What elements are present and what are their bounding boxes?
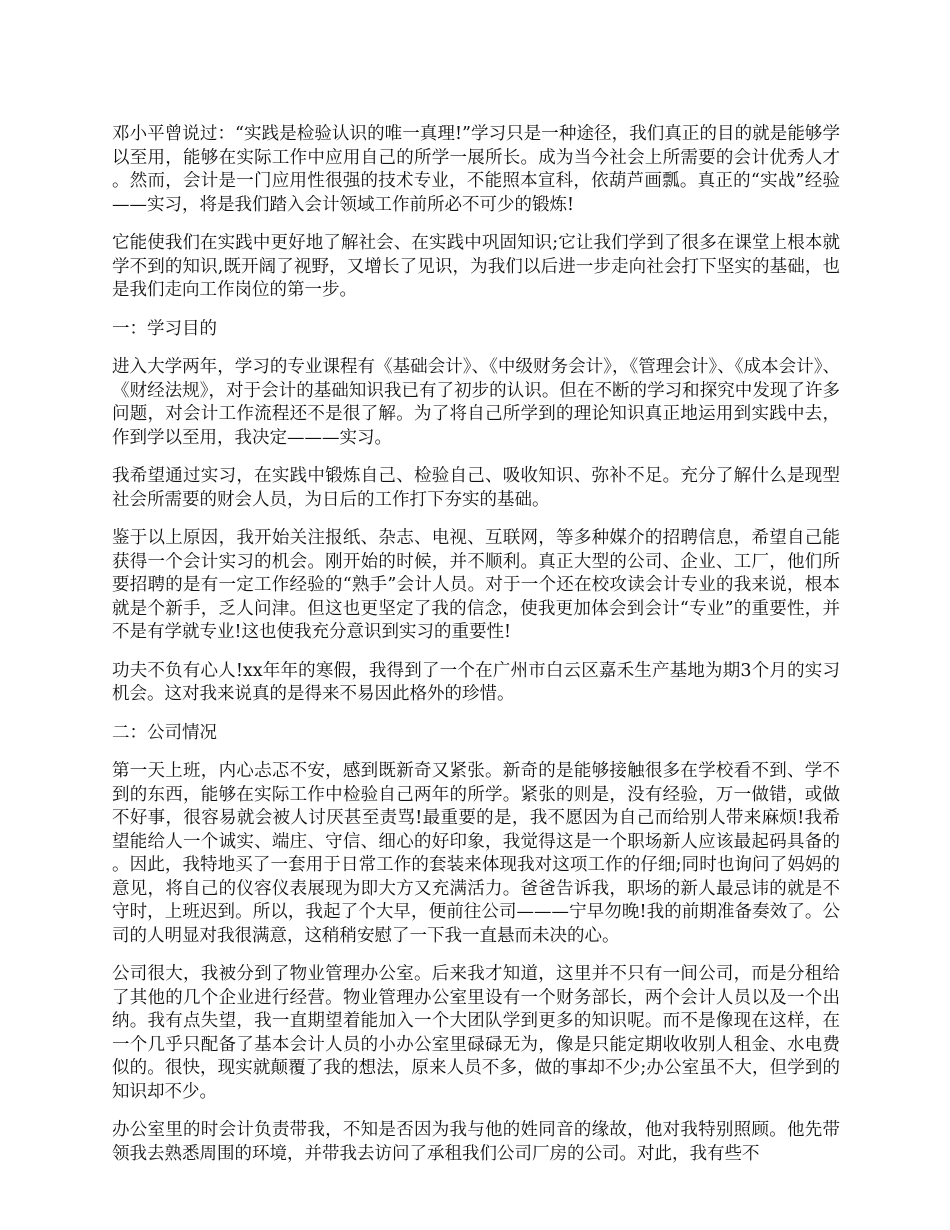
paragraph-hope: 我希望通过实习，在实践中锻炼自己、检验自己、吸收知识、弥补不足。充分了解什么是现型社会所需要的财会人员，为日后的工作打下夯实的基础。 xyxy=(112,466,840,510)
paragraph-practice-benefits: 它能使我们在实践中更好地了解社会、在实践中巩固知识;它让我们学到了很多在课堂上根本就学不到的知识,既开阔了视野，又增长了见识，为我们以后进一步走向社会打下坚实的基础，也是我们走向工作岗位的第一步。 xyxy=(112,233,840,300)
paragraph-mentor: 办公室里的时会计负责带我，不知是否因为我与他的姓同音的缘故，他对我特别照顾。他先带领我去熟悉周围的环境，并带我去访问了承租我们公司厂房的公司。对此，我有些不 xyxy=(112,1120,840,1164)
paragraph-courses: 进入大学两年，学习的专业课程有《基础会计》、《中级财务会计》，《管理会计》、《成本会计》、《财经法规》，对于会计的基础知识我已有了初步的认识。但在不断的学习和探究中发现了许多问题，对会计工作流程还不是很了解。为了将自己所学到的理论知识真正地运用到实践中去，作到学以至用，我决定———实习。 xyxy=(112,357,840,448)
paragraph-intro-quote: 邓小平曾说过：“实践是检验认识的唯一真理!”学习只是一种途径，我们真正的目的就是能够学以至用，能够在实际工作中应用自己的所学一展所长。成为当今社会上所需要的会计优秀人才。然而，会计是一门应用性很强的技术专业，不能照本宣科，依葫芦画瓢。真正的“实战”经验——实习，将是我们踏入会计领域工作前所必不可少的锻炼! xyxy=(112,124,840,215)
section-heading-study-purpose: 一：学习目的 xyxy=(112,318,217,339)
paragraph-office: 公司很大，我被分到了物业管理办公室。后来我才知道，这里并不只有一间公司，而是分租给了其他的几个企业进行经营。物业管理办公室里设有一个财务部长，两个会计人员以及一个出纳。我有点失望，我一直期望着能加入一个大团队学到更多的知识呢。而不是像现在这样，在一个几乎只配备了基本会计人员的小办公室里碌碌无为，像是只能定期收收别人租金、水电费似的。很快，现实就颠覆了我的想法，原来人员不多，做的事却不少;办公室虽不大，但学到的知识却不少。 xyxy=(112,964,840,1102)
document-body xyxy=(112,123,840,1181)
paragraph-internship-opportunity: 功夫不负有心人!xx年年的寒假，我得到了一个在广州市白云区嘉禾生产基地为期3个月的实习机会。这对我来说真的是得来不易因此格外的珍惜。 xyxy=(112,660,840,704)
paragraph-first-day: 第一天上班，内心忐忑不安，感到既新奇又紧张。新奇的是能够接触很多在学校看不到、学不到的东西，能够在实际工作中检验自己两年的所学。紧张的则是，没有经验，万一做错，或做不好事，很容易就会被人讨厌甚至责骂!最重要的是，我不愿因为自己而给别人带来麻烦!我希望能给人一个诚实、端庄、守信、细心的好印象，我觉得这是一个职场新人应该最起码具备的。因此，我特地买了一套用于日常工作的套装来体现我对这项工作的仔细;同时也询问了妈妈的意见，将自己的仪容仪表展现为即大方又充满活力。爸爸告诉我，职场的新人最忌讳的就是不守时，上班迟到。所以，我起了个大早，便前往公司———宁早勿晚!我的前期准备奏效了。公司的人明显对我很满意，这稍稍安慰了一下我一直悬而未决的心。 xyxy=(112,761,840,946)
section-heading-company-situation: 二：公司情况 xyxy=(112,722,217,743)
paragraph-job-search: 鉴于以上原因，我开始关注报纸、杂志、电视、互联网，等多种媒介的招聘信息，希望自己能获得一个会计实习的机会。刚开始的时候，并不顺利。真正大型的公司、企业、工厂，他们所要招聘的是有一定工作经验的“熟手”会计人员。对于一个还在校攻读会计专业的我来说，根本就是个新手，乏人问津。但这也更坚定了我的信念，使我更加体会到会计“专业”的重要性，并不是有学就专业!这也使我充分意识到实习的重要性! xyxy=(112,528,840,642)
